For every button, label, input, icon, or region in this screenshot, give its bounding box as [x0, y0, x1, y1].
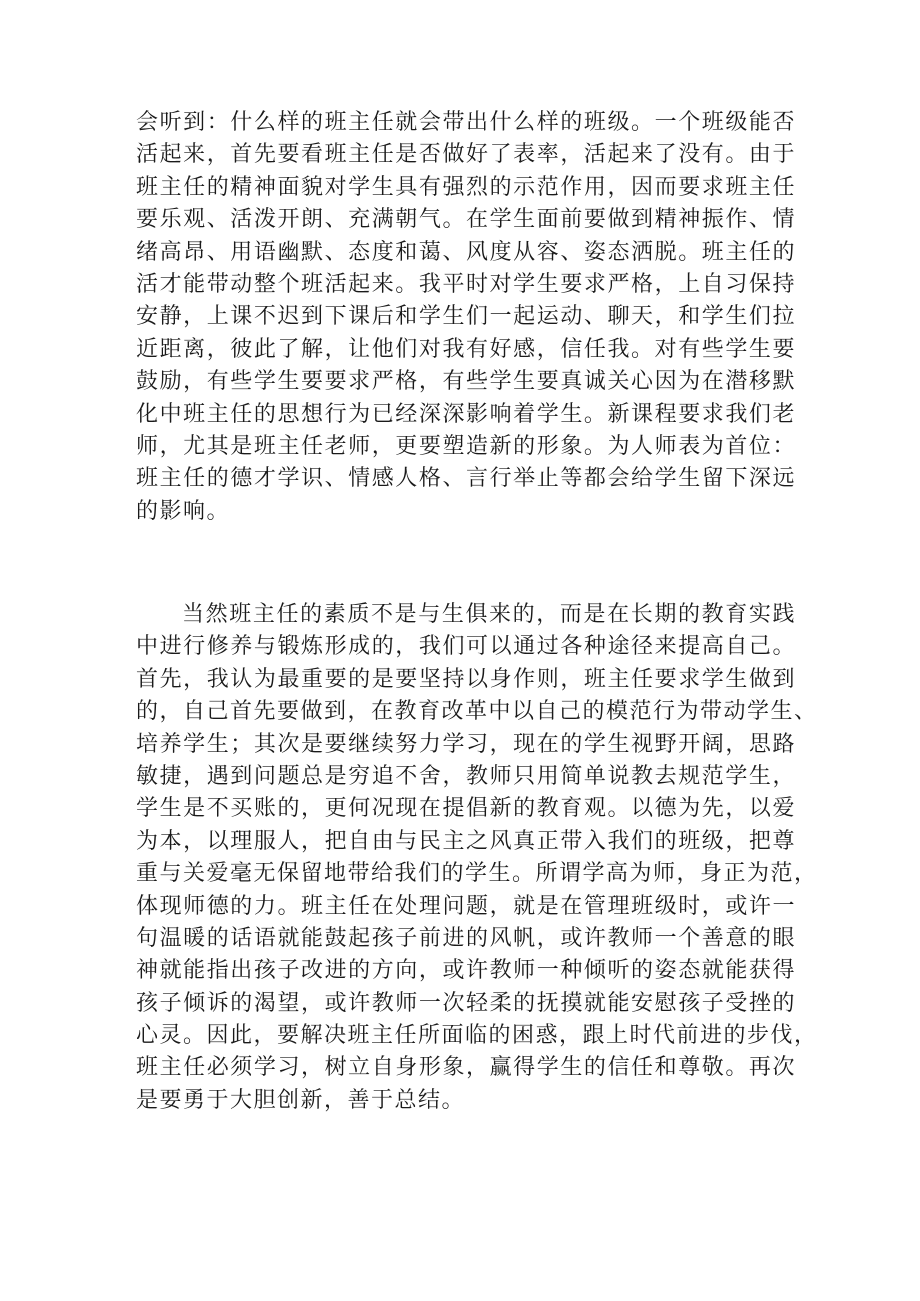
text-line: 班主任的精神面貌对学生具有强烈的示范作用，因而要求班主任 — [136, 174, 796, 200]
text-line: 师，尤其是班主任老师，更要塑造新的形象。为人师表为首位： — [136, 433, 796, 459]
text-line: 当然班主任的素质不是与生俱来的，而是在长期的教育实践 — [182, 602, 796, 627]
text-line: 句温暖的话语就能鼓起孩子前进的风帆，或许教师一个善意的眼 — [136, 925, 796, 951]
text-line: 的，自己首先要做到，在教育改革中以自己的模范行为带动学生、 — [136, 699, 818, 725]
text-line: 活起来，首先要看班主任是否做好了表率，活起来了没有。由于 — [136, 142, 796, 168]
text-line: 安静，上课不迟到下课后和学生们一起运动、聊天，和学生们拉 — [136, 304, 796, 330]
text-line: 学生是不买账的，更何况现在提倡新的教育观。以德为先，以爱 — [136, 796, 796, 822]
paragraph-2 — [136, 599, 818, 1117]
text-line: 化中班主任的思想行为已经深深影响着学生。新课程要求我们老 — [136, 401, 796, 427]
text-line: 首先，我认为最重要的是要坚持以身作则，班主任要求学生做到 — [136, 666, 796, 692]
text-line: 要乐观、活泼开朗、充满朝气。在学生面前要做到精神振作、情 — [136, 207, 796, 233]
text-line: 班主任的德才学识、情感人格、言行举止等都会给学生留下深远 — [136, 466, 796, 492]
text-line: 班主任必须学习，树立自身形象，赢得学生的信任和尊敬。再次 — [136, 1055, 796, 1081]
text-line: 绪高昂、用语幽默、态度和蔼、风度从容、姿态洒脱。班主任的 — [136, 239, 796, 265]
text-line: 敏捷，遇到问题总是穷追不舍，教师只用简单说教去规范学生， — [136, 763, 796, 789]
text-line: 神就能指出孩子改进的方向，或许教师一种倾听的姿态就能获得 — [136, 958, 796, 984]
text-line: 的影响。 — [136, 498, 231, 524]
text-line: 近距离，彼此了解，让他们对我有好感，信任我。对有些学生要 — [136, 336, 796, 362]
text-line: 鼓励，有些学生要要求严格，有些学生要真诚关心因为在潜移默 — [136, 369, 796, 395]
text-line: 培养学生；其次是要继续努力学习，现在的学生视野开阔，思路 — [136, 731, 796, 757]
text-line: 是要勇于大胆创新，善于总结。 — [136, 1087, 466, 1113]
paragraph-1 — [136, 107, 796, 528]
text-line: 孩子倾诉的渴望，或许教师一次轻柔的抚摸就能安慰孩子受挫的 — [136, 990, 796, 1016]
text-line: 为本，以理服人，把自由与民主之风真正带入我们的班级，把尊 — [136, 828, 796, 854]
text-line: 活才能带动整个班活起来。我平时对学生要求严格，上自习保持 — [136, 271, 796, 297]
text-line: 会听到：什么样的班主任就会带出什么样的班级。一个班级能否 — [136, 110, 796, 135]
text-line: 重与关爱毫无保留地带给我们的学生。所谓学高为师，身正为范， — [136, 861, 818, 887]
text-line: 心灵。因此，要解决班主任所面临的困惑，跟上时代前进的步伐， — [136, 1023, 818, 1049]
text-line: 体现师德的力。班主任在处理问题，就是在管理班级时，或许一 — [136, 893, 796, 919]
text-line: 中进行修养与锻炼形成的，我们可以通过各种途径来提高自己。 — [136, 634, 796, 660]
